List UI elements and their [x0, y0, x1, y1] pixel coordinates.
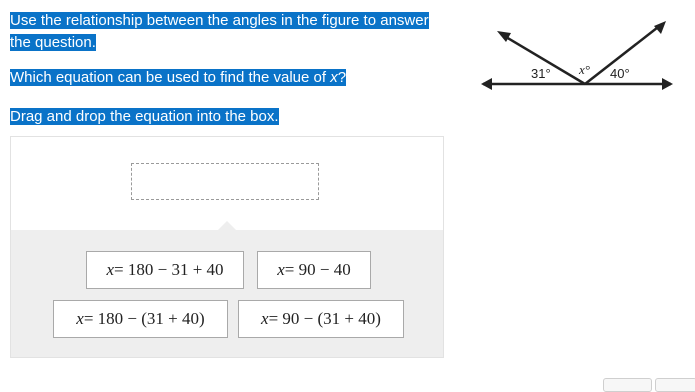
- answer-tray: [11, 230, 443, 357]
- footer-button-1[interactable]: [603, 378, 652, 392]
- left-arrowhead: [481, 78, 492, 90]
- right-ray-arrowhead: [654, 21, 666, 34]
- drop-area: [11, 137, 443, 229]
- answer-tile-1[interactable]: x = 180 − 31 + 40: [86, 251, 244, 289]
- answer-tile-2[interactable]: x = 90 − 40: [257, 251, 371, 289]
- question-prompt: Which equation can be used to find the value of x?: [10, 69, 347, 86]
- angle-figure: [475, 14, 675, 94]
- math-variable: x: [76, 309, 84, 328]
- math-variable: x: [261, 309, 269, 328]
- question-instruction: Drag and drop the equation into the box.: [10, 108, 279, 125]
- angle-label-right: 40°: [610, 66, 630, 81]
- math-variable: x: [277, 260, 285, 279]
- footer-button-2[interactable]: [655, 378, 695, 392]
- answer-drop-box[interactable]: [131, 163, 319, 200]
- right-arrowhead: [662, 78, 673, 90]
- drag-drop-panel: [10, 136, 444, 358]
- answer-tile-4[interactable]: x = 90 − (31 + 40): [238, 300, 404, 338]
- left-ray-arrowhead: [497, 31, 511, 42]
- question-line-1: Use the relationship between the angles in the figure to answer: [10, 12, 429, 29]
- tray-notch: [218, 221, 236, 230]
- angle-label-middle: x°: [579, 62, 590, 77]
- math-variable: x: [106, 260, 115, 279]
- answer-tile-3[interactable]: x = 180 − (31 + 40): [53, 300, 228, 338]
- angle-label-left: 31°: [531, 66, 551, 81]
- question-line-2: the question.: [10, 34, 96, 51]
